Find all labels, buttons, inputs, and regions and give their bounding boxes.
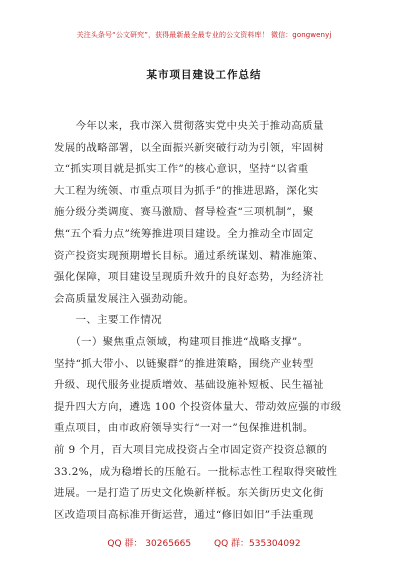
document-title: 某市项目建设工作总结	[146, 69, 262, 81]
text-line: 大工程为统领、市重点项目为抓手”的推进思路，深化实	[54, 184, 319, 197]
qq-group-2: QQ 群：535304092	[214, 539, 301, 549]
text-line: 提升四大方向，遴选 100 个投资体量大、带动效应强的市级	[54, 400, 342, 413]
text-line: 33.2%，成为稳增长的压舱石。一批标志性工程取得突破性	[54, 465, 338, 478]
text-line: 今年以来，我市深入贯彻落实党中央关于推动高质量	[54, 120, 324, 132]
text-line: 资产投资实现预期增长目标。通过系统谋划、精准施策、	[54, 249, 324, 262]
text-line: 坚持“抓大带小、以链聚群”的推进策略，围绕产业转型	[54, 357, 314, 370]
text-line: 立“抓实项目就是抓实工作”的核心意识，坚持“以省重	[54, 163, 309, 176]
text-line: 区改造项目高标准开街运营，通过“修旧如旧”手法重现	[54, 508, 314, 521]
text-line: 施分级分类调度、赛马激励、督导检查“三项机制”，聚	[54, 206, 314, 219]
subsection-heading: （一）聚焦重点领域，构建项目推进“战略支撑”。	[54, 335, 309, 348]
text-line: 前 9 个月，百大项目完成投资占全市固定资产投资总额的	[54, 443, 328, 456]
footer-contact	[0, 536, 408, 549]
text-line: 升级、现代服务业提质增效、基础设施补短板、民生福祉	[54, 379, 324, 392]
promo-banner: 关注头条号“公文研究”，获得最新最全最专业的公文资料库！ 微信：gongwenyj	[76, 31, 332, 39]
document-body	[54, 116, 354, 526]
text-line: 强化保障，项目建设呈现质升效升的良好态势，为经济社	[54, 271, 324, 284]
section-heading: 一、主要工作情况	[54, 314, 162, 327]
qq-group-1: QQ 群： 30265665	[107, 539, 192, 549]
text-line: 重点项目，由市政府领导实行“一对一”包保推进机制。	[54, 422, 314, 435]
text-line: 会高质量发展注入强劲动能。	[54, 292, 195, 305]
text-line: 焦“五个看力点”统筹推进项目建设。全力推动全市固定	[54, 227, 314, 240]
text-line: 发展的战略部署，以全面振兴新突破行动为引领，牢固树	[54, 141, 324, 154]
text-line: 进展。一是打造了历史文化焕新样板。东关街历史文化街	[54, 487, 324, 500]
